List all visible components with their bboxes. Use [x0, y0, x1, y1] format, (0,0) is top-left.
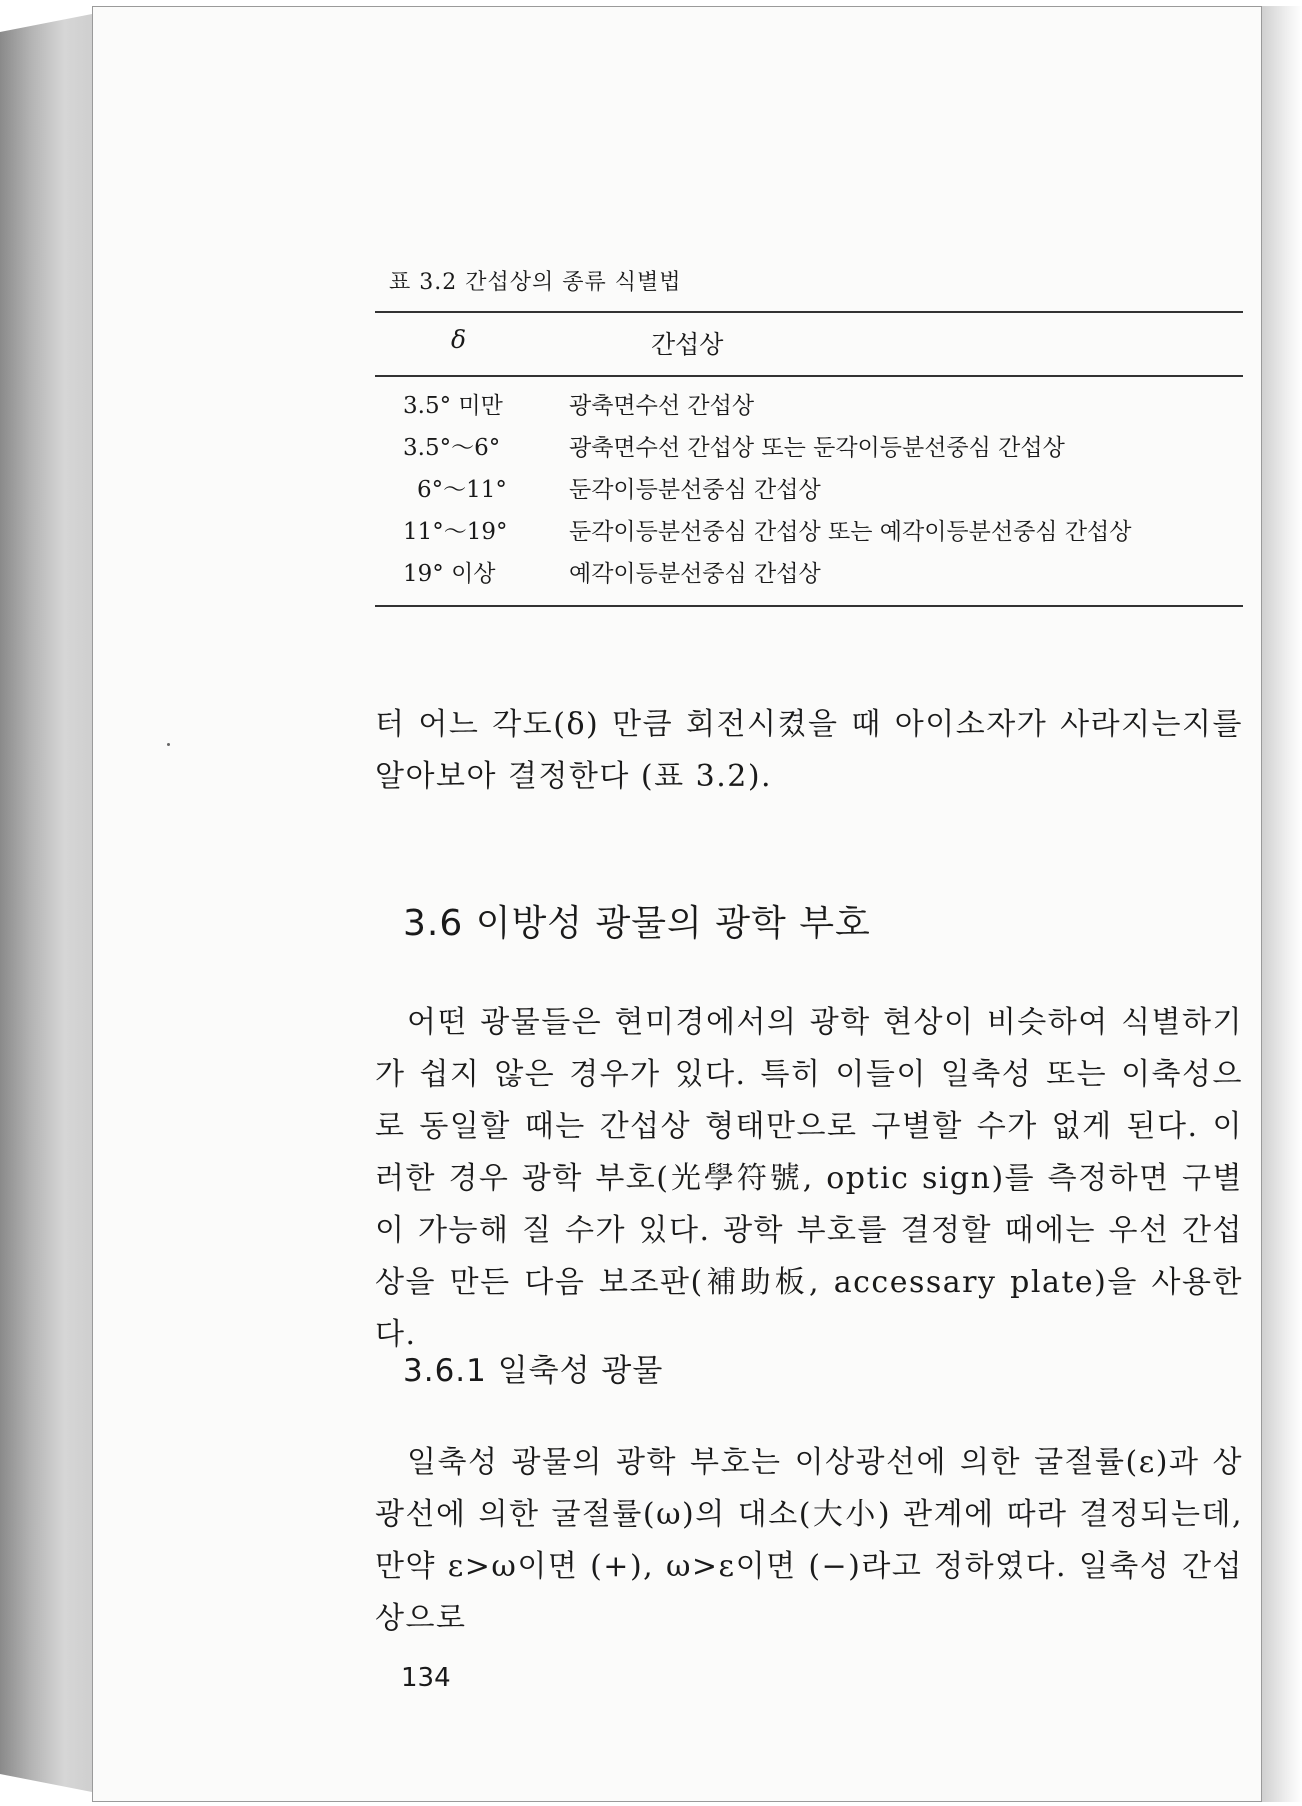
table-cell-delta: 11°～19° [403, 519, 508, 545]
table-row [283, 555, 1243, 595]
table-header-delta: δ [451, 325, 467, 354]
body-paragraph: 터 어느 각도(δ) 만큼 회전시켰을 때 아이소자가 사라지는지를 알아보아 결정한다 (표 3.2). [375, 707, 1243, 794]
table-cell-delta: 3.5° 미만 [403, 393, 503, 419]
table-header-pattern: 간섭상 [651, 330, 724, 359]
body-paragraph: 일축성 광물의 광학 부호는 이상광선에 의한 굴절률(ε)과 상광선에 의한 굴절률(ω)의 대소(大小) 관계에 따라 결정되는데, 만약 ε>ω이면 (+), ω>ε이면 (−)라고 정하였다. 일축성 간섭상으로 [375, 1445, 1243, 1636]
page-number: 134 [401, 1663, 451, 1693]
table-cell-delta: 3.5°～6° [403, 435, 501, 461]
table-cell-pattern: 광축면수선 간섭상 [569, 393, 755, 419]
section-heading: 3.6 이방성 광물의 광학 부호 [403, 903, 871, 944]
book-page [92, 6, 1262, 1802]
table-cell-delta: 6°～11° [417, 477, 507, 503]
table-row [283, 471, 1243, 511]
table-row [283, 513, 1243, 553]
scan-speck [167, 743, 170, 746]
table-cell-pattern: 둔각이등분선중심 간섭상 또는 예각이등분선중심 간섭상 [569, 519, 1132, 545]
body-paragraph: 어떤 광물들은 현미경에서의 광학 현상이 비슷하여 식별하기가 쉽지 않은 경우가 있다. 특히 이들이 일축성 또는 이축성으로 동일할 때는 간섭상 형태만으로 구별할 수가 없게 된다. 이러한 경우 광학 부호(光學符號, optic sign)를 측정하면 구별이 가능해 질 수가 있다. 광학 부호를 결정할 때에는 우선 간섭상을 만든 다음 보조판(補助板, accessary plate)을 사용한다. [375, 1005, 1243, 1352]
table-cell-delta: 19° 이상 [403, 561, 496, 587]
subsection-heading: 3.6.1 일축성 광물 [403, 1353, 664, 1389]
book-spine [0, 14, 92, 1792]
table-caption: 표 3.2 간섭상의 종류 식별법 [389, 270, 682, 295]
table-cell-pattern: 예각이등분선중심 간섭상 [569, 561, 821, 587]
table-row [283, 429, 1243, 469]
table-cell-pattern: 둔각이등분선중심 간섭상 [569, 477, 821, 503]
table-top-rule [375, 311, 1243, 313]
table-bottom-rule [375, 605, 1243, 607]
table-cell-pattern: 광축면수선 간섭상 또는 둔각이등분선중심 간섭상 [569, 435, 1065, 461]
table-row [283, 387, 1243, 427]
table-header-rule [375, 375, 1243, 377]
page-shadow [1262, 6, 1302, 1802]
